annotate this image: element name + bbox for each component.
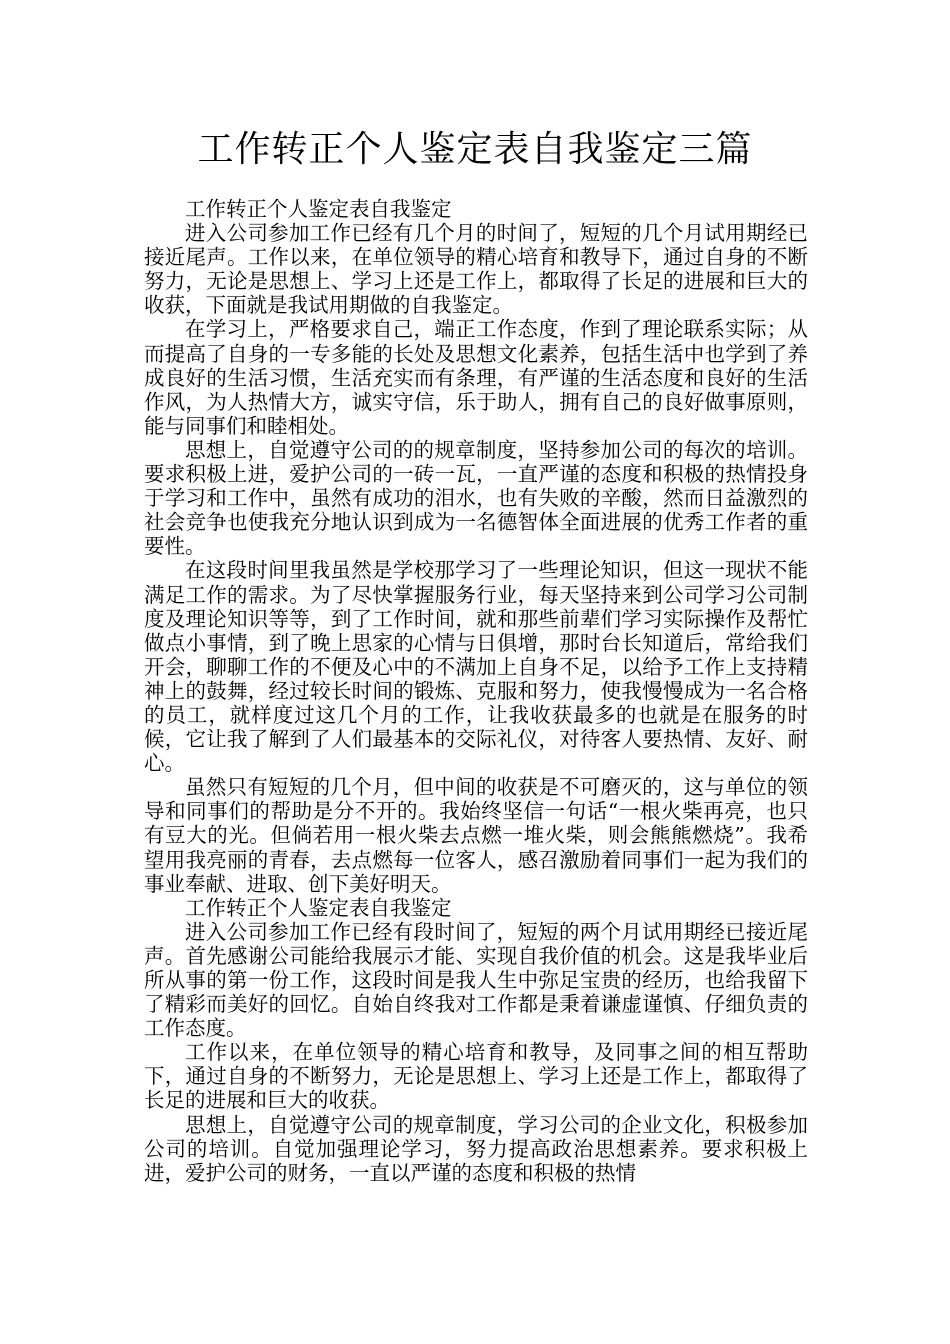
section-heading: 工作转正个人鉴定表自我鉴定 xyxy=(185,895,452,920)
paragraph: 思想上，自觉遵守公司的的规章制度，坚持参加公司的每次的培训。要求积极上进，爱护公司的一砖一瓦，一直严谨的态度和积极的热情投身于学习和工作中，虽然有成功的泪水，也有失败的辛酸，然而日益激烈的社会竞争也使我充分地认识到成为一名德智体全面进展的优秀工作者的重要性。 xyxy=(144,437,808,559)
paragraph: 在这段时间里我虽然是学校那学习了一些理论知识，但这一现状不能满足工作的需求。为了尽快掌握服务行业，每天坚持来到公司学习公司制度及理论知识等等，到了工作时间，就和那些前辈们学习实际操作及帮忙做点小事情，到了晚上思家的心情与日俱增，那时台长知道后，常给我们开会，聊聊工作的不便及心中的不满加上自身不足，以给予工作上支持精神上的鼓舞，经过较长时间的锻炼、克服和努力，使我慢慢成为一名合格的员工，就样度过这几个月的工作，让我收获最多的也就是在服务的时候，它让我了解到了人们最基本的交际礼仪，对待客人要热情、友好、耐心。 xyxy=(144,558,808,776)
paragraph: 思想上，自觉遵守公司的规章制度，学习公司的企业文化，积极参加公司的培训。自觉加强理论学习，努力提高政治思想素养。要求积极上进，爱护公司的财务，一直以严谨的态度和积极的热情 xyxy=(144,1112,808,1185)
document-title: 工作转正个人鉴定表自我鉴定三篇 xyxy=(197,129,753,170)
section-heading: 工作转正个人鉴定表自我鉴定 xyxy=(185,197,452,221)
document-body xyxy=(144,197,808,1185)
paragraph: 工作以来，在单位领导的精心培育和教导，及同事之间的相互帮助下，通过自身的不断努力，无论是思想上、学习上还是工作上，都取得了长足的进展和巨大的收获。 xyxy=(144,1040,808,1113)
paragraph: 进入公司参加工作已经有段时间了，短短的两个月试用期经已接近尾声。首先感谢公司能给我展示才能、实现自我价值的机会。这是我毕业后所从事的第一份工作，这段时间是我人生中弥足宝贵的经历，也给我留下了精彩而美好的回忆。自始自终我对工作都是秉着谦虚谨慎、仔细负责的工作态度。 xyxy=(144,919,808,1041)
paragraph: 在学习上，严格要求自己，端正工作态度，作到了理论联系实际；从而提高了自身的一专多能的长处及思想文化素养，包括生活中也学到了养成良好的生活习惯，生活充实而有条理，有严谨的生活态度和良好的生活作风，为人热情大方，诚实守信，乐于助人，拥有自己的良好做事原则，能与同事们和睦相处。 xyxy=(144,317,808,438)
paragraph: 虽然只有短短的几个月，但中间的收获是不可磨灭的，这与单位的领导和同事们的帮助是分不开的。我始终坚信一句话“一根火柴再亮，也只有豆大的光。但倘若用一根火柴去点燃一堆火柴，则会熊熊燃烧”。我希望用我亮丽的青春，去点燃每一位客人，感召激励着同事们一起为我们的事业奉献、进取、创下美好明天。 xyxy=(144,775,808,896)
paragraph: 进入公司参加工作已经有几个月的时间了，短短的几个月试用期经已接近尾声。工作以来，在单位领导的精心培育和教导下，通过自身的不断努力，无论是思想上、学习上还是工作上，都取得了长足的进展和巨大的收获，下面就是我试用期做的自我鉴定。 xyxy=(144,221,808,318)
